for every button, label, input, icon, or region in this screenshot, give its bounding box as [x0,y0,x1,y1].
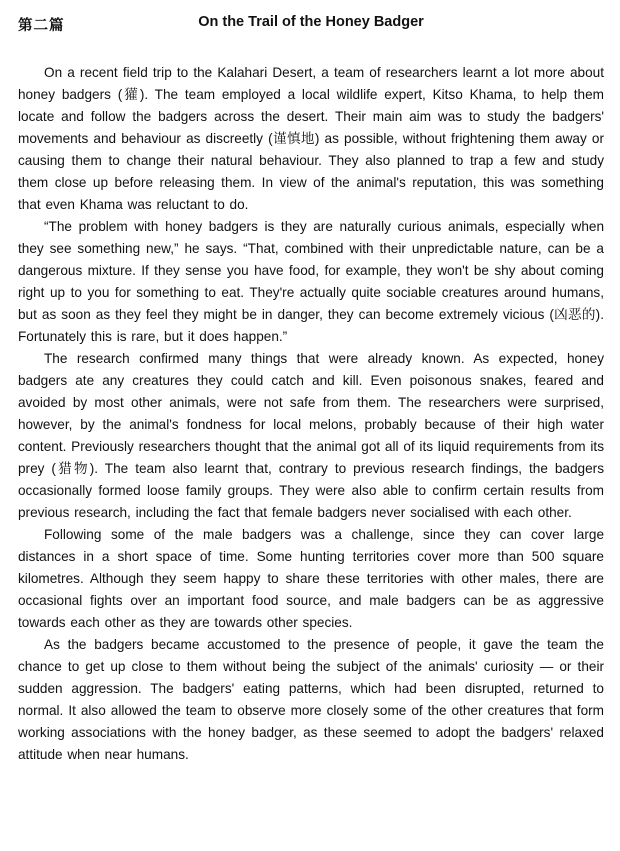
paragraph-5: As the badgers became accustomed to the presence of people, it gave the team the chance to get up close to them without being the subject of the animals' curiosity — or their sudden aggression. The badgers' eating patterns, which had been disrupted, returned to normal. It also allowed the team to observe more closely some of the other creatures that form working associations with the honey badger, as these seemed to adopt the badgers' relaxed attitude when near humans. [18,637,604,762]
document-header [18,12,604,36]
page-title: On the Trail of the Honey Badger [198,14,424,30]
paragraph-4: Following some of the male badgers was a challenge, since they can cover large distances in a short space of time. Some hunting territories cover more than 500 square kilometres. Although they seem happy to share these territories with other males, there are occasional fights over an important food source, and male badgers can be as aggressive towards each other as they are towards other species. [18,527,604,630]
paragraph-3: The research confirmed many things that were already known. As expected, honey badgers ate any creatures they could catch and kill. Even poisonous snakes, feared and avoided by most other animals, were not safe from them. The researchers were surprised, however, by the animal's fondness for local melons, probably because of their high water content. Previously researchers thought that the animal got all of its liquid requirements from its prey (猎物). The team also learnt that, contrary to previous research findings, the badgers occasionally formed loose family groups. They were also able to confirm certain results from previous research, including the fact that female badgers never socialised with each other. [18,351,604,520]
section-label: 第二篇 [18,18,65,34]
paragraph-2: “The problem with honey badgers is they are naturally curious animals, especially when they see something new,” he says. “That, combined with their unpredictable nature, can be a dangerous mixture. If they sense you have food, for example, they won't be shy about coming right up to you for something to eat. They're actually quite sociable creatures around humans, but as soon as they feel they might be in danger, they can become extremely vicious (凶恶的). Fortunately this is rare, but it does happen.” [18,219,604,344]
paragraph-1: On a recent field trip to the Kalahari Desert, a team of researchers learnt a lot more about honey badgers (獾). The team employed a local wildlife expert, Kitso Khama, to help them locate and follow the badgers across the desert. Their main aim was to study the badgers' movements and behaviour as discreetly (谨慎地) as possible, without frightening them away or causing them to change their natural behaviour. They also planned to trap a few and study them close up before releasing them. In view of the animal's reputation, this was something that even Khama was reluctant to do. [18,65,604,212]
passage-body [18,62,604,766]
